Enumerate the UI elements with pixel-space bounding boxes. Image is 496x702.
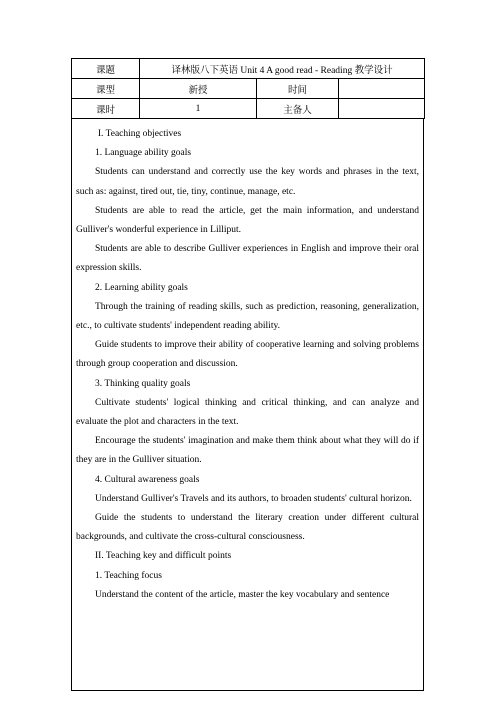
paragraph: Students are able to read the article, get the main information, and understand Gulliver's wonderful experience in Lilliput. xyxy=(76,205,419,236)
time-label: 时间 xyxy=(257,79,339,99)
lesson-type-row xyxy=(72,79,425,99)
paragraph: Students are able to describe Gulliver experiences in English and improve their oral expression skills. xyxy=(76,244,419,274)
preparer-label: 主备人 xyxy=(257,99,339,119)
period-label: 课时 xyxy=(72,99,140,119)
title-row xyxy=(72,59,425,79)
paragraph: Through the training of reading skills, such as prediction, reasoning, generalization, etc., to cultivate students' independent reading ability. xyxy=(76,301,419,332)
lesson-type-value: 新授 xyxy=(140,79,257,99)
subsection-heading: 1. Teaching focus xyxy=(95,570,162,581)
period-row xyxy=(72,99,425,119)
lesson-type-label: 课型 xyxy=(72,79,140,99)
content-cell xyxy=(71,119,424,691)
lesson-plan-page xyxy=(71,58,424,691)
paragraph: Guide the students to understand the literary creation under different cultural backgrounds, and cultivate the cross-cultural consciousness. xyxy=(76,513,419,543)
period-value: 1 xyxy=(140,99,257,119)
section-heading: I. Teaching objectives xyxy=(97,129,182,139)
lesson-content xyxy=(72,119,423,605)
subsection-heading: 4. Cultural awareness goals xyxy=(95,474,200,485)
paragraph: Understand the content of the article, master the key vocabulary and sentence xyxy=(95,589,390,600)
subsection-heading: 3. Thinking quality goals xyxy=(95,378,191,389)
preparer-value xyxy=(339,99,425,119)
topic-label: 课题 xyxy=(72,59,140,79)
paragraph: Encourage the students' imagination and make them think about what they will do if they are in the Gulliver situation. xyxy=(76,436,419,466)
subsection-heading: 1. Language ability goals xyxy=(95,148,192,159)
lesson-info-table xyxy=(71,58,425,119)
paragraph: Students can understand and correctly use the key words and phrases in the text, such as: against, tired out, tie, tiny, continue, manage, etc. xyxy=(76,167,419,197)
lesson-title: 译林版八下英语 Unit 4 A good read - Reading 教学设计 xyxy=(140,59,425,79)
subsection-heading: 2. Learning ability goals xyxy=(95,282,188,293)
time-value xyxy=(339,79,425,99)
paragraph: Guide students to improve their ability of cooperative learning and solving problems through group cooperation and discussion. xyxy=(76,340,419,370)
section-heading: II. Teaching key and difficult points xyxy=(95,551,232,562)
paragraph: Cultivate students' logical thinking and critical thinking, and can analyze and evaluate the plot and characters in the text. xyxy=(76,397,419,428)
paragraph: Understand Gulliver's Travels and its authors, to broaden students' cultural horizon. xyxy=(95,493,412,504)
